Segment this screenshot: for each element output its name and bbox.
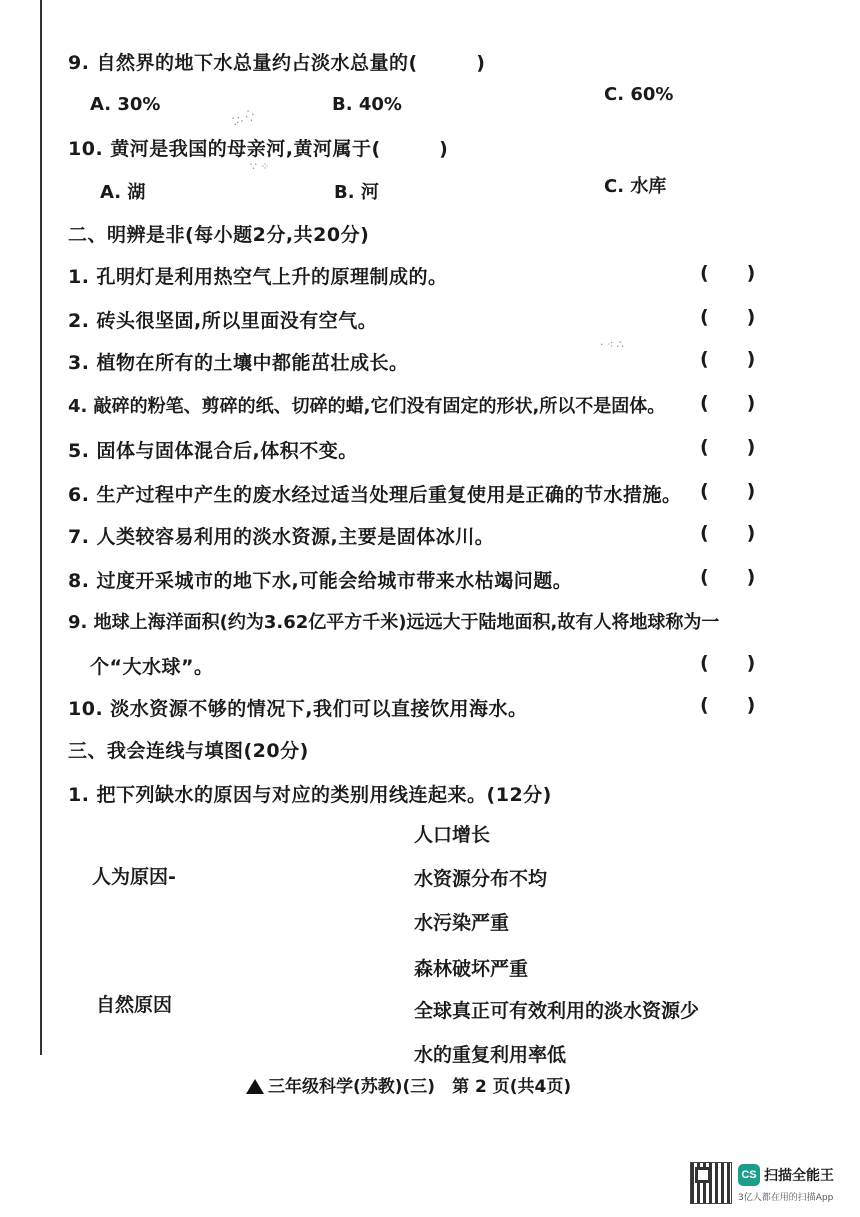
- section-3-title: 三、我会连线与填图(20分): [68, 740, 309, 762]
- q10-option-b: B. 河: [334, 182, 379, 203]
- judge-answer-8[interactable]: ( ): [700, 566, 756, 588]
- scanner-watermark: [690, 1162, 850, 1206]
- judge-answer-2[interactable]: ( ): [700, 306, 756, 328]
- q9-option-c: C. 60%: [604, 84, 674, 105]
- page-footer: [246, 1072, 571, 1097]
- judge-answer-4[interactable]: ( ): [700, 392, 756, 414]
- q10-option-a: A. 湖: [100, 182, 146, 203]
- judge-item-9-continued: 个“大水球”。: [90, 656, 214, 678]
- scan-noise: ⁚∴ ⁛: [230, 108, 257, 129]
- match-right-item-4[interactable]: 森林破坏严重: [414, 958, 529, 980]
- judge-item-10: 10. 淡水资源不够的情况下,我们可以直接饮用海水。: [68, 698, 528, 720]
- scanner-app-name: 扫描全能王: [764, 1168, 834, 1184]
- judge-answer-5[interactable]: ( ): [700, 436, 756, 458]
- q9-option-b: B. 40%: [332, 94, 402, 115]
- match-right-item-6[interactable]: 水的重复利用率低: [414, 1044, 567, 1066]
- judge-item-5: 5. 固体与固体混合后,体积不变。: [68, 440, 358, 462]
- judge-answer-9[interactable]: ( ): [700, 652, 756, 674]
- match-right-item-3[interactable]: 水污染严重: [414, 912, 510, 934]
- question-10: 10. 黄河是我国的母亲河,黄河属于( ): [68, 138, 449, 160]
- match-right-item-1[interactable]: 人口增长: [414, 824, 491, 846]
- q10-option-c: C. 水库: [604, 176, 667, 197]
- judge-item-7: 7. 人类较容易利用的淡水资源,主要是固体冰川。: [68, 526, 495, 548]
- judge-answer-10[interactable]: ( ): [700, 694, 756, 716]
- match-right-item-5[interactable]: 全球真正可有效利用的淡水资源少: [414, 1000, 700, 1022]
- match-left-natural-causes[interactable]: 自然原因: [96, 994, 173, 1016]
- judge-answer-7[interactable]: ( ): [700, 522, 756, 544]
- judge-answer-3[interactable]: ( ): [700, 348, 756, 370]
- judge-answer-1[interactable]: ( ): [700, 262, 756, 284]
- q9-option-a: A. 30%: [90, 94, 161, 115]
- judge-item-4: 4. 敲碎的粉笔、剪碎的纸、切碎的蜡,它们没有固定的形状,所以不是固体。: [68, 396, 666, 417]
- scan-noise: · ⁖ ∴: [600, 338, 624, 351]
- matching-question-1: 1. 把下列缺水的原因与对应的类别用线连起来。(12分): [68, 784, 552, 806]
- scanner-slogan: 3亿人都在用的扫描App: [738, 1193, 834, 1203]
- judge-item-8: 8. 过度开采城市的地下水,可能会给城市带来水枯竭问题。: [68, 570, 573, 592]
- judge-answer-6[interactable]: ( ): [700, 480, 756, 502]
- scan-noise: ∵ ⁘: [250, 160, 270, 173]
- match-right-item-2[interactable]: 水资源分布不均: [414, 868, 548, 890]
- section-2-title: 二、明辨是非(每小题2分,共20分): [68, 224, 370, 246]
- judge-item-1: 1. 孔明灯是利用热空气上升的原理制成的。: [68, 266, 448, 288]
- cs-logo: CS: [738, 1164, 760, 1186]
- judge-item-3: 3. 植物在所有的土壤中都能茁壮成长。: [68, 352, 409, 374]
- judge-item-6: 6. 生产过程中产生的废水经过适当处理后重复使用是正确的节水措施。: [68, 484, 682, 506]
- triangle-logo-icon: [246, 1079, 264, 1094]
- margin-line: [40, 0, 42, 1055]
- match-left-human-causes[interactable]: 人为原因-: [92, 866, 176, 888]
- qr-code-icon: [690, 1162, 732, 1204]
- footer-text: 三年级科学(苏教)(三) 第 2 页(共4页): [268, 1077, 572, 1097]
- question-9: 9. 自然界的地下水总量约占淡水总量的( ): [68, 52, 486, 74]
- judge-item-2: 2. 砖头很坚固,所以里面没有空气。: [68, 310, 378, 332]
- judge-item-9: 9. 地球上海洋面积(约为3.62亿平方千米)远远大于陆地面积,故有人将地球称为一: [68, 612, 720, 633]
